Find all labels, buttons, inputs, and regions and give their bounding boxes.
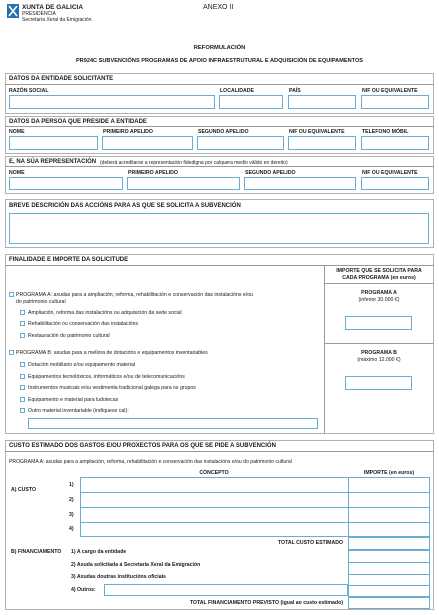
- rep-nif-input[interactable]: [361, 177, 429, 190]
- prog-b-item-1: Dotación mobiliario e/ou equipamento material: [28, 362, 135, 368]
- fin-label: B) FINANCIAMENTO: [11, 549, 62, 555]
- president-nome-label: NOME: [9, 129, 25, 135]
- rep-segundo-label: SEGUNDO APELIDO: [245, 170, 296, 176]
- annex-label: ANEXO II: [203, 4, 234, 11]
- department: PRESIDENCIA: [22, 11, 56, 17]
- prog-a-amount-label: PROGRAMA A: [361, 290, 397, 296]
- logo: [7, 4, 19, 18]
- costs-program-line: PROGRAMA A: axudas para a ampliación, reforma, rehabilitación e conservación das instalacións e/ou do patrimonio cultural: [9, 459, 292, 465]
- cost-row-4: 4): [69, 526, 74, 532]
- org-name: XUNTA DE GALICIA: [22, 4, 84, 11]
- xunta-logo-icon: [7, 4, 19, 18]
- prog-b-item-1-checkbox[interactable]: [20, 362, 25, 367]
- concept-header: CONCEPTO: [199, 470, 229, 476]
- president-primeiro-label: PRIMEIRO APELIDO: [103, 129, 153, 135]
- rep-primeiro-input[interactable]: [127, 177, 240, 190]
- fin-other-input[interactable]: [104, 584, 348, 596]
- purpose-heading: FINALIDADE E IMPORTE DA SOLICITUDE: [9, 257, 129, 263]
- prog-b-item-3: Instrumentos musicais e/ou vestimenta tradicional galega para os grupos: [28, 385, 196, 391]
- actions-heading: BREVE DESCRICIÓN DAS ACCIÓNS PARA AS QUE SE SOLICITA A SUBVENCIÓN: [9, 203, 241, 209]
- prog-a-amount-limit: (inferior 30.000 €): [358, 297, 400, 303]
- prog-a-item-2: Rehabilitación ou conservación das instalacións: [28, 321, 139, 327]
- cost-row-3: 3): [69, 512, 74, 518]
- amount-header-2: CADA PROGRAMA (en euros): [342, 275, 416, 281]
- localidade-input[interactable]: [219, 95, 283, 109]
- amount-col-header: IMPORTE (en euros): [363, 470, 415, 476]
- prog-b-item-5-checkbox[interactable]: [20, 408, 25, 413]
- entity-nif-input[interactable]: [361, 95, 429, 109]
- total-fin-input[interactable]: [348, 597, 430, 609]
- prog-b-line: PROGRAMA B: axudas para a mellora de dotacións e equipamentos inventariables: [16, 350, 208, 356]
- cost-concept-input[interactable]: [81, 478, 347, 536]
- prog-a-line1: PROGRAMA A: axudas para a ampliación, reforma, rehabilitación e conservación das instalacións e/ou: [16, 292, 254, 298]
- razon-label: RAZÓN SOCIAL: [9, 88, 49, 94]
- prog-a-item-3-checkbox[interactable]: [20, 333, 25, 338]
- amount-header-1: IMPORTE QUE SE SOLICITA PARA: [336, 268, 422, 274]
- fin-amount-input[interactable]: [349, 551, 429, 596]
- page-title: REFORMULACIÓN: [193, 45, 246, 51]
- president-segundo-input[interactable]: [197, 136, 284, 150]
- president-nif-input[interactable]: [288, 136, 356, 150]
- president-heading: DATOS DA PERSOA QUE PRESIDE A ENTIDADE: [9, 119, 147, 125]
- prog-b-item-4: Equipamento e material para ludotecas: [28, 397, 119, 403]
- prog-a-checkbox[interactable]: [9, 292, 14, 297]
- total-custo-input[interactable]: [348, 537, 430, 550]
- total-fin-label: TOTAL FINANCIAMENTO PREVISTO (igual ao custo estimado): [189, 600, 343, 606]
- prog-b-amount-input[interactable]: [345, 376, 412, 390]
- fin-row-1: 1) A cargo da entidade: [71, 549, 127, 555]
- total-custo-label: TOTAL CUSTO ESTIMADO: [277, 540, 343, 546]
- president-tel-label: TELEFONO MÓBIL: [362, 129, 409, 135]
- prog-b-amount-limit: (máximo 12.000 €): [357, 357, 401, 363]
- prog-a-item-3: Restauración do patrimonio cultural: [28, 333, 110, 339]
- prog-b-other-input[interactable]: [28, 418, 318, 429]
- president-segundo-label: SEGUNDO APELIDO: [198, 129, 249, 135]
- custo-label: A) CUSTO: [11, 487, 36, 493]
- cost-amount-input[interactable]: [349, 478, 429, 536]
- actions-textarea[interactable]: [9, 213, 429, 244]
- fin-row-3: 3) Axudas doutras institucións oficiais: [71, 574, 166, 580]
- prog-b-item-4-checkbox[interactable]: [20, 397, 25, 402]
- prog-b-checkbox[interactable]: [9, 350, 14, 355]
- prog-b-item-3-checkbox[interactable]: [20, 385, 25, 390]
- prog-a-line2: do patrimonio cultural: [16, 299, 66, 305]
- president-tel-input[interactable]: [361, 136, 429, 150]
- prog-b-item-2-checkbox[interactable]: [20, 374, 25, 379]
- representative-note: (deberá acreditarse a representación fidedigna por calquera medio válido en dereito): [100, 159, 288, 166]
- president-primeiro-input[interactable]: [102, 136, 193, 150]
- prog-b-item-2: Equipamentos tecnolóxicos, informáticos e/ou de telecomunicacións: [28, 374, 185, 380]
- prog-a-item-1: Ampliación, reforma das instalacións ou adquisición da sede social: [28, 310, 182, 316]
- purpose-section: [5, 254, 434, 434]
- rep-nome-label: NOME: [9, 170, 25, 176]
- prog-b-item-5: Outro material inventariable (indíquese cal):: [28, 408, 129, 414]
- costs-heading: CUSTO ESTIMADO DOS GASTOS E/OU PROXECTOS PARA OS QUE SE PIDE A SUBVENCIÓN: [9, 443, 276, 449]
- pais-input[interactable]: [288, 95, 356, 109]
- rep-segundo-input[interactable]: [244, 177, 356, 190]
- prog-b-amount-label: PROGRAMA B: [361, 350, 397, 356]
- fin-row-2: 2) Axuda solicitada á Secretaría Xeral da Emigración: [71, 562, 201, 568]
- rep-nome-input[interactable]: [9, 177, 123, 190]
- fin-row-4: 4) Outros:: [71, 587, 96, 593]
- president-nome-input[interactable]: [9, 136, 98, 150]
- entity-nif-label: NIF OU EQUIVALENTE: [362, 88, 418, 94]
- cost-row-2: 2): [69, 497, 74, 503]
- prog-a-amount-input[interactable]: [345, 316, 412, 330]
- prog-a-item-2-checkbox[interactable]: [20, 321, 25, 326]
- prog-a-item-1-checkbox[interactable]: [20, 310, 25, 315]
- cost-row-1: 1): [69, 482, 74, 488]
- localidade-label: LOCALIDADE: [220, 88, 255, 94]
- rep-nif-label: NIF OU EQUIVALENTE: [362, 170, 418, 176]
- pais-label: PAÍS: [289, 88, 301, 94]
- razon-input[interactable]: [9, 95, 215, 109]
- entity-heading: DATOS DA ENTIDADE SOLICITANTE: [9, 76, 114, 82]
- representative-heading: E, NA SÚA REPRESENTACIÓN: [9, 159, 97, 165]
- sub-department: Secretaría Xeral da Emigración: [22, 17, 92, 23]
- president-nif-label: NIF OU EQUIVALENTE: [289, 129, 345, 135]
- page-subtitle: PR924C SUBVENCIÓNS PROGRAMAS DE APOIO INFRAESTRUTURAL E ADQUISICIÓN DE EQUIPAMENTOS: [75, 58, 364, 64]
- rep-primeiro-label: PRIMEIRO APELIDO: [128, 170, 178, 176]
